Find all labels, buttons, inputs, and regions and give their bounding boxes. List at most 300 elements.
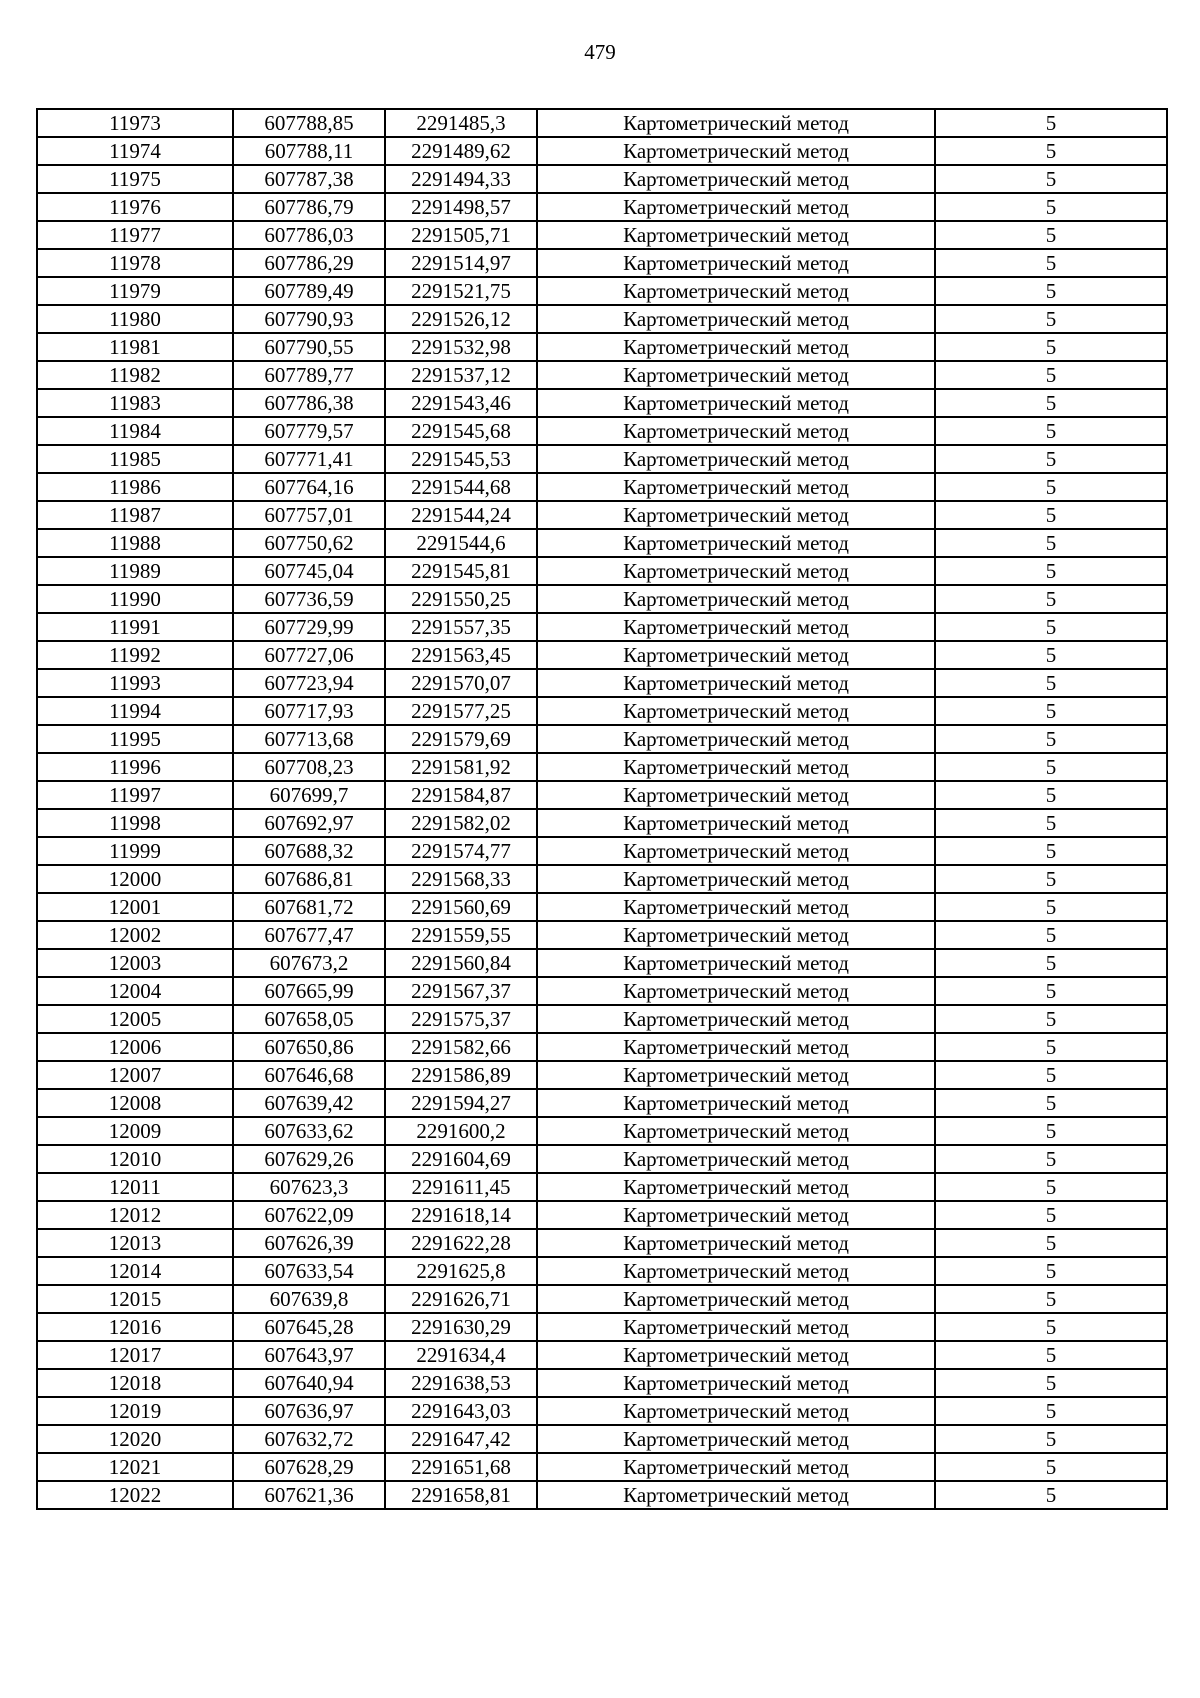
table-row [37, 1257, 1167, 1285]
point-number-cell: 11973 [37, 109, 233, 137]
point-number-cell: 11993 [37, 669, 233, 697]
y-coordinate-cell: 2291498,57 [385, 193, 537, 221]
point-number-cell: 12001 [37, 893, 233, 921]
y-coordinate-cell: 2291544,24 [385, 501, 537, 529]
accuracy-cell: 5 [935, 1229, 1167, 1257]
table-row [37, 193, 1167, 221]
table-row [37, 221, 1167, 249]
table-row [37, 557, 1167, 585]
x-coordinate-cell: 607645,28 [233, 1313, 385, 1341]
x-coordinate-cell: 607786,79 [233, 193, 385, 221]
table-row [37, 501, 1167, 529]
x-coordinate-cell: 607626,39 [233, 1229, 385, 1257]
table-row [37, 725, 1167, 753]
table-row [37, 613, 1167, 641]
method-cell: Картометрический метод [537, 1285, 935, 1313]
y-coordinate-cell: 2291581,92 [385, 753, 537, 781]
accuracy-cell: 5 [935, 865, 1167, 893]
point-number-cell: 11991 [37, 613, 233, 641]
method-cell: Картометрический метод [537, 865, 935, 893]
x-coordinate-cell: 607639,8 [233, 1285, 385, 1313]
point-number-cell: 12015 [37, 1285, 233, 1313]
method-cell: Картометрический метод [537, 1313, 935, 1341]
x-coordinate-cell: 607681,72 [233, 893, 385, 921]
method-cell: Картометрический метод [537, 501, 935, 529]
table-row [37, 697, 1167, 725]
table-row [37, 417, 1167, 445]
accuracy-cell: 5 [935, 473, 1167, 501]
x-coordinate-cell: 607786,29 [233, 249, 385, 277]
accuracy-cell: 5 [935, 221, 1167, 249]
table-row [37, 949, 1167, 977]
accuracy-cell: 5 [935, 333, 1167, 361]
method-cell: Картометрический метод [537, 1369, 935, 1397]
method-cell: Картометрический метод [537, 697, 935, 725]
method-cell: Картометрический метод [537, 837, 935, 865]
method-cell: Картометрический метод [537, 137, 935, 165]
x-coordinate-cell: 607789,49 [233, 277, 385, 305]
method-cell: Картометрический метод [537, 585, 935, 613]
x-coordinate-cell: 607779,57 [233, 417, 385, 445]
x-coordinate-cell: 607750,62 [233, 529, 385, 557]
method-cell: Картометрический метод [537, 1117, 935, 1145]
method-cell: Картометрический метод [537, 557, 935, 585]
table-row [37, 361, 1167, 389]
x-coordinate-cell: 607787,38 [233, 165, 385, 193]
x-coordinate-cell: 607623,3 [233, 1173, 385, 1201]
y-coordinate-cell: 2291545,53 [385, 445, 537, 473]
accuracy-cell: 5 [935, 1285, 1167, 1313]
method-cell: Картометрический метод [537, 1257, 935, 1285]
y-coordinate-cell: 2291489,62 [385, 137, 537, 165]
x-coordinate-cell: 607628,29 [233, 1453, 385, 1481]
point-number-cell: 11983 [37, 389, 233, 417]
point-number-cell: 12018 [37, 1369, 233, 1397]
table-row [37, 473, 1167, 501]
y-coordinate-cell: 2291563,45 [385, 641, 537, 669]
point-number-cell: 11989 [37, 557, 233, 585]
point-number-cell: 11978 [37, 249, 233, 277]
method-cell: Картометрический метод [537, 949, 935, 977]
y-coordinate-cell: 2291630,29 [385, 1313, 537, 1341]
method-cell: Картометрический метод [537, 1341, 935, 1369]
y-coordinate-cell: 2291494,33 [385, 165, 537, 193]
accuracy-cell: 5 [935, 1145, 1167, 1173]
point-number-cell: 11985 [37, 445, 233, 473]
table-row [37, 1481, 1167, 1509]
x-coordinate-cell: 607650,86 [233, 1033, 385, 1061]
accuracy-cell: 5 [935, 949, 1167, 977]
x-coordinate-cell: 607708,23 [233, 753, 385, 781]
y-coordinate-cell: 2291485,3 [385, 109, 537, 137]
method-cell: Картометрический метод [537, 1481, 935, 1509]
accuracy-cell: 5 [935, 389, 1167, 417]
y-coordinate-cell: 2291544,6 [385, 529, 537, 557]
point-number-cell: 11987 [37, 501, 233, 529]
y-coordinate-cell: 2291622,28 [385, 1229, 537, 1257]
x-coordinate-cell: 607713,68 [233, 725, 385, 753]
point-number-cell: 11980 [37, 305, 233, 333]
y-coordinate-cell: 2291586,89 [385, 1061, 537, 1089]
accuracy-cell: 5 [935, 893, 1167, 921]
table-row [37, 1369, 1167, 1397]
accuracy-cell: 5 [935, 1481, 1167, 1509]
accuracy-cell: 5 [935, 1089, 1167, 1117]
y-coordinate-cell: 2291582,66 [385, 1033, 537, 1061]
x-coordinate-cell: 607622,09 [233, 1201, 385, 1229]
point-number-cell: 11986 [37, 473, 233, 501]
table-row [37, 165, 1167, 193]
method-cell: Картометрический метод [537, 921, 935, 949]
accuracy-cell: 5 [935, 1173, 1167, 1201]
method-cell: Картометрический метод [537, 1061, 935, 1089]
x-coordinate-cell: 607639,42 [233, 1089, 385, 1117]
method-cell: Картометрический метод [537, 1425, 935, 1453]
accuracy-cell: 5 [935, 1341, 1167, 1369]
accuracy-cell: 5 [935, 137, 1167, 165]
accuracy-cell: 5 [935, 781, 1167, 809]
table-row [37, 1397, 1167, 1425]
y-coordinate-cell: 2291545,68 [385, 417, 537, 445]
point-number-cell: 11988 [37, 529, 233, 557]
accuracy-cell: 5 [935, 725, 1167, 753]
x-coordinate-cell: 607629,26 [233, 1145, 385, 1173]
accuracy-cell: 5 [935, 445, 1167, 473]
method-cell: Картометрический метод [537, 1005, 935, 1033]
accuracy-cell: 5 [935, 977, 1167, 1005]
y-coordinate-cell: 2291634,4 [385, 1341, 537, 1369]
accuracy-cell: 5 [935, 557, 1167, 585]
table-row [37, 1313, 1167, 1341]
point-number-cell: 11995 [37, 725, 233, 753]
accuracy-cell: 5 [935, 697, 1167, 725]
method-cell: Картометрический метод [537, 221, 935, 249]
x-coordinate-cell: 607658,05 [233, 1005, 385, 1033]
method-cell: Картометрический метод [537, 669, 935, 697]
table-row [37, 865, 1167, 893]
y-coordinate-cell: 2291557,35 [385, 613, 537, 641]
point-number-cell: 12020 [37, 1425, 233, 1453]
method-cell: Картометрический метод [537, 977, 935, 1005]
table-row [37, 1173, 1167, 1201]
x-coordinate-cell: 607686,81 [233, 865, 385, 893]
point-number-cell: 11974 [37, 137, 233, 165]
method-cell: Картометрический метод [537, 809, 935, 837]
y-coordinate-cell: 2291560,69 [385, 893, 537, 921]
accuracy-cell: 5 [935, 669, 1167, 697]
x-coordinate-cell: 607771,41 [233, 445, 385, 473]
x-coordinate-cell: 607636,97 [233, 1397, 385, 1425]
y-coordinate-cell: 2291526,12 [385, 305, 537, 333]
y-coordinate-cell: 2291604,69 [385, 1145, 537, 1173]
x-coordinate-cell: 607723,94 [233, 669, 385, 697]
method-cell: Картометрический метод [537, 1229, 935, 1257]
y-coordinate-cell: 2291594,27 [385, 1089, 537, 1117]
y-coordinate-cell: 2291568,33 [385, 865, 537, 893]
point-number-cell: 11990 [37, 585, 233, 613]
y-coordinate-cell: 2291625,8 [385, 1257, 537, 1285]
x-coordinate-cell: 607717,93 [233, 697, 385, 725]
y-coordinate-cell: 2291643,03 [385, 1397, 537, 1425]
x-coordinate-cell: 607621,36 [233, 1481, 385, 1509]
x-coordinate-cell: 607633,54 [233, 1257, 385, 1285]
accuracy-cell: 5 [935, 641, 1167, 669]
y-coordinate-cell: 2291651,68 [385, 1453, 537, 1481]
accuracy-cell: 5 [935, 417, 1167, 445]
y-coordinate-cell: 2291532,98 [385, 333, 537, 361]
accuracy-cell: 5 [935, 809, 1167, 837]
accuracy-cell: 5 [935, 109, 1167, 137]
y-coordinate-cell: 2291567,37 [385, 977, 537, 1005]
y-coordinate-cell: 2291658,81 [385, 1481, 537, 1509]
accuracy-cell: 5 [935, 1117, 1167, 1145]
method-cell: Картометрический метод [537, 305, 935, 333]
point-number-cell: 11998 [37, 809, 233, 837]
method-cell: Картометрический метод [537, 389, 935, 417]
table-row [37, 445, 1167, 473]
method-cell: Картометрический метод [537, 1033, 935, 1061]
method-cell: Картометрический метод [537, 249, 935, 277]
point-number-cell: 12003 [37, 949, 233, 977]
table-row [37, 1061, 1167, 1089]
accuracy-cell: 5 [935, 1257, 1167, 1285]
x-coordinate-cell: 607790,55 [233, 333, 385, 361]
table-row [37, 1089, 1167, 1117]
table-row [37, 641, 1167, 669]
method-cell: Картометрический метод [537, 193, 935, 221]
x-coordinate-cell: 607736,59 [233, 585, 385, 613]
point-number-cell: 12006 [37, 1033, 233, 1061]
point-number-cell: 12000 [37, 865, 233, 893]
method-cell: Картометрический метод [537, 725, 935, 753]
x-coordinate-cell: 607786,38 [233, 389, 385, 417]
accuracy-cell: 5 [935, 1313, 1167, 1341]
method-cell: Картометрический метод [537, 165, 935, 193]
y-coordinate-cell: 2291600,2 [385, 1117, 537, 1145]
point-number-cell: 11982 [37, 361, 233, 389]
table-row [37, 977, 1167, 1005]
x-coordinate-cell: 607757,01 [233, 501, 385, 529]
y-coordinate-cell: 2291545,81 [385, 557, 537, 585]
y-coordinate-cell: 2291543,46 [385, 389, 537, 417]
method-cell: Картометрический метод [537, 417, 935, 445]
accuracy-cell: 5 [935, 921, 1167, 949]
point-number-cell: 11981 [37, 333, 233, 361]
method-cell: Картометрический метод [537, 361, 935, 389]
table-row [37, 585, 1167, 613]
accuracy-cell: 5 [935, 585, 1167, 613]
x-coordinate-cell: 607640,94 [233, 1369, 385, 1397]
method-cell: Картометрический метод [537, 893, 935, 921]
table-row [37, 1453, 1167, 1481]
table-row [37, 389, 1167, 417]
table-row [37, 753, 1167, 781]
table-row [37, 137, 1167, 165]
point-number-cell: 12017 [37, 1341, 233, 1369]
method-cell: Картометрический метод [537, 445, 935, 473]
point-number-cell: 11997 [37, 781, 233, 809]
accuracy-cell: 5 [935, 1033, 1167, 1061]
coordinates-table [36, 108, 1168, 1510]
y-coordinate-cell: 2291560,84 [385, 949, 537, 977]
point-number-cell: 12013 [37, 1229, 233, 1257]
accuracy-cell: 5 [935, 753, 1167, 781]
table-row [37, 921, 1167, 949]
table-row [37, 109, 1167, 137]
accuracy-cell: 5 [935, 249, 1167, 277]
y-coordinate-cell: 2291618,14 [385, 1201, 537, 1229]
x-coordinate-cell: 607786,03 [233, 221, 385, 249]
y-coordinate-cell: 2291611,45 [385, 1173, 537, 1201]
point-number-cell: 12022 [37, 1481, 233, 1509]
method-cell: Картометрический метод [537, 1201, 935, 1229]
point-number-cell: 11984 [37, 417, 233, 445]
y-coordinate-cell: 2291550,25 [385, 585, 537, 613]
point-number-cell: 12007 [37, 1061, 233, 1089]
point-number-cell: 11976 [37, 193, 233, 221]
table-row [37, 529, 1167, 557]
y-coordinate-cell: 2291575,37 [385, 1005, 537, 1033]
x-coordinate-cell: 607745,04 [233, 557, 385, 585]
table-row [37, 781, 1167, 809]
table-row [37, 669, 1167, 697]
y-coordinate-cell: 2291577,25 [385, 697, 537, 725]
y-coordinate-cell: 2291521,75 [385, 277, 537, 305]
point-number-cell: 11992 [37, 641, 233, 669]
point-number-cell: 12002 [37, 921, 233, 949]
y-coordinate-cell: 2291574,77 [385, 837, 537, 865]
y-coordinate-cell: 2291582,02 [385, 809, 537, 837]
point-number-cell: 12016 [37, 1313, 233, 1341]
accuracy-cell: 5 [935, 501, 1167, 529]
y-coordinate-cell: 2291537,12 [385, 361, 537, 389]
y-coordinate-cell: 2291626,71 [385, 1285, 537, 1313]
accuracy-cell: 5 [935, 1453, 1167, 1481]
x-coordinate-cell: 607677,47 [233, 921, 385, 949]
accuracy-cell: 5 [935, 1369, 1167, 1397]
x-coordinate-cell: 607643,97 [233, 1341, 385, 1369]
method-cell: Картометрический метод [537, 333, 935, 361]
x-coordinate-cell: 607688,32 [233, 837, 385, 865]
method-cell: Картометрический метод [537, 641, 935, 669]
table-row [37, 837, 1167, 865]
table-row [37, 1341, 1167, 1369]
method-cell: Картометрический метод [537, 1453, 935, 1481]
accuracy-cell: 5 [935, 613, 1167, 641]
point-number-cell: 12011 [37, 1173, 233, 1201]
x-coordinate-cell: 607790,93 [233, 305, 385, 333]
point-number-cell: 12021 [37, 1453, 233, 1481]
y-coordinate-cell: 2291544,68 [385, 473, 537, 501]
point-number-cell: 12005 [37, 1005, 233, 1033]
table-body [37, 109, 1167, 1509]
accuracy-cell: 5 [935, 193, 1167, 221]
y-coordinate-cell: 2291559,55 [385, 921, 537, 949]
y-coordinate-cell: 2291505,71 [385, 221, 537, 249]
method-cell: Картометрический метод [537, 1173, 935, 1201]
accuracy-cell: 5 [935, 1061, 1167, 1089]
method-cell: Картометрический метод [537, 781, 935, 809]
x-coordinate-cell: 607727,06 [233, 641, 385, 669]
x-coordinate-cell: 607764,16 [233, 473, 385, 501]
page-number: 479 [584, 40, 616, 64]
y-coordinate-cell: 2291638,53 [385, 1369, 537, 1397]
accuracy-cell: 5 [935, 529, 1167, 557]
point-number-cell: 11979 [37, 277, 233, 305]
method-cell: Картометрический метод [537, 1145, 935, 1173]
table-row [37, 1033, 1167, 1061]
method-cell: Картометрический метод [537, 753, 935, 781]
point-number-cell: 12019 [37, 1397, 233, 1425]
point-number-cell: 11994 [37, 697, 233, 725]
method-cell: Картометрический метод [537, 1397, 935, 1425]
table-row [37, 1425, 1167, 1453]
table-row [37, 1229, 1167, 1257]
accuracy-cell: 5 [935, 1425, 1167, 1453]
point-number-cell: 11975 [37, 165, 233, 193]
x-coordinate-cell: 607789,77 [233, 361, 385, 389]
x-coordinate-cell: 607633,62 [233, 1117, 385, 1145]
accuracy-cell: 5 [935, 361, 1167, 389]
point-number-cell: 12014 [37, 1257, 233, 1285]
table-row [37, 1145, 1167, 1173]
table-row [37, 249, 1167, 277]
point-number-cell: 12004 [37, 977, 233, 1005]
method-cell: Картометрический метод [537, 613, 935, 641]
table-row [37, 1005, 1167, 1033]
table-row [37, 893, 1167, 921]
point-number-cell: 12008 [37, 1089, 233, 1117]
accuracy-cell: 5 [935, 305, 1167, 333]
table-row [37, 1285, 1167, 1313]
point-number-cell: 11996 [37, 753, 233, 781]
method-cell: Картометрический метод [537, 529, 935, 557]
method-cell: Картометрический метод [537, 1089, 935, 1117]
x-coordinate-cell: 607692,97 [233, 809, 385, 837]
accuracy-cell: 5 [935, 1397, 1167, 1425]
x-coordinate-cell: 607788,11 [233, 137, 385, 165]
x-coordinate-cell: 607665,99 [233, 977, 385, 1005]
y-coordinate-cell: 2291647,42 [385, 1425, 537, 1453]
point-number-cell: 11977 [37, 221, 233, 249]
x-coordinate-cell: 607632,72 [233, 1425, 385, 1453]
point-number-cell: 12012 [37, 1201, 233, 1229]
accuracy-cell: 5 [935, 837, 1167, 865]
table-row [37, 809, 1167, 837]
y-coordinate-cell: 2291570,07 [385, 669, 537, 697]
method-cell: Картометрический метод [537, 473, 935, 501]
x-coordinate-cell: 607729,99 [233, 613, 385, 641]
method-cell: Картометрический метод [537, 109, 935, 137]
table-row [37, 277, 1167, 305]
method-cell: Картометрический метод [537, 277, 935, 305]
x-coordinate-cell: 607646,68 [233, 1061, 385, 1089]
table-row [37, 1117, 1167, 1145]
x-coordinate-cell: 607788,85 [233, 109, 385, 137]
point-number-cell: 12010 [37, 1145, 233, 1173]
x-coordinate-cell: 607673,2 [233, 949, 385, 977]
point-number-cell: 11999 [37, 837, 233, 865]
y-coordinate-cell: 2291514,97 [385, 249, 537, 277]
table-row [37, 1201, 1167, 1229]
point-number-cell: 12009 [37, 1117, 233, 1145]
table-row [37, 333, 1167, 361]
accuracy-cell: 5 [935, 165, 1167, 193]
accuracy-cell: 5 [935, 277, 1167, 305]
x-coordinate-cell: 607699,7 [233, 781, 385, 809]
table-row [37, 305, 1167, 333]
y-coordinate-cell: 2291579,69 [385, 725, 537, 753]
